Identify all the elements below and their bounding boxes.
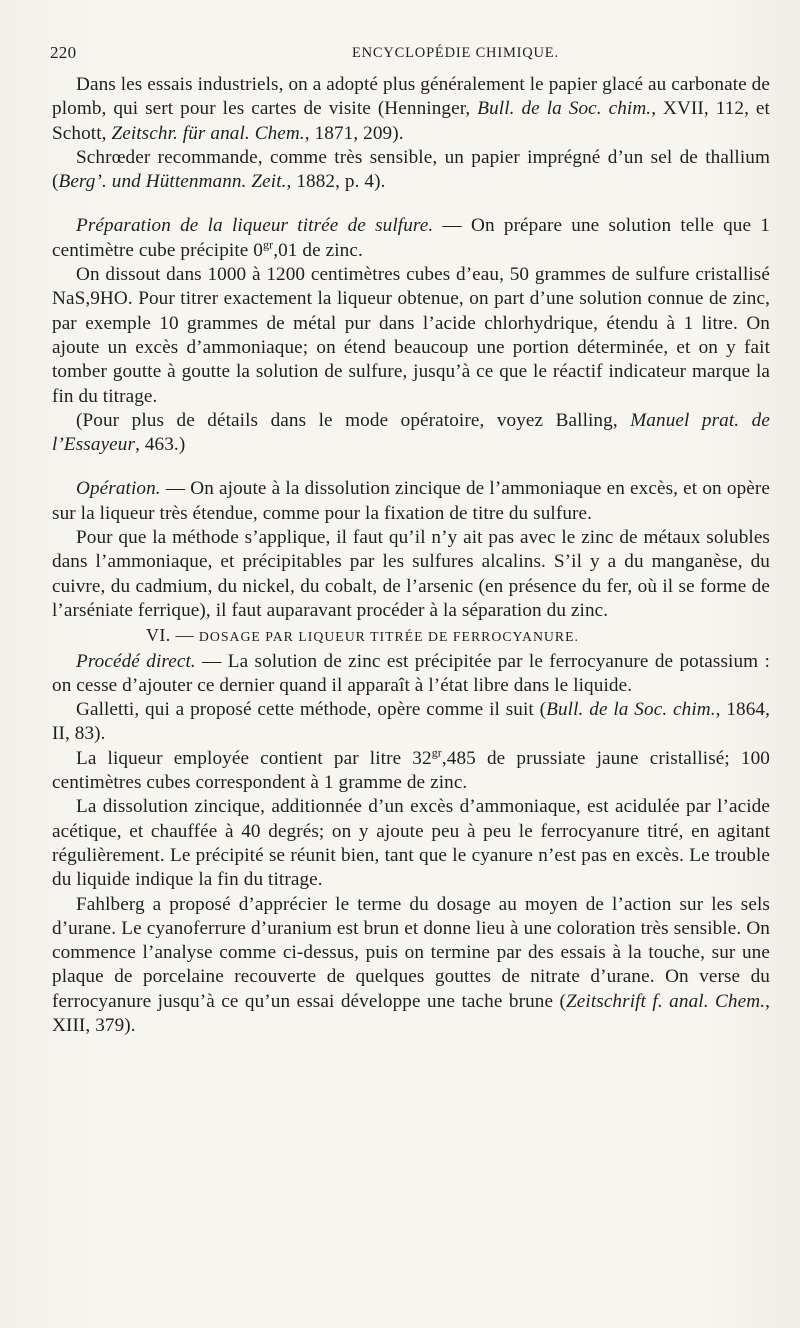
paragraph [52,73,770,146]
citation: Berg’. und Hüttenmann. Zeit. [58,171,287,193]
paragraph-text: , 463.) [135,434,186,456]
paragraph [52,893,770,1039]
paragraph-text: (Pour plus de détails dans le mode opératoire, voyez Balling, [76,409,631,431]
paragraph-text: , XVII, 112, et Schott, [52,98,770,144]
section-heading [52,623,770,649]
running-head: ENCYCLOPÉDIE CHIMIQUE. [352,45,559,61]
paragraph [52,747,770,796]
paragraph-text: — La solution de zinc est précipitée par le ferrocyanure de potassium : on cesse d’ajouter ce dernier quand il apparaît à l’état libre dans le liquide. [52,650,770,696]
superscript: gr [431,745,442,760]
paragraph-text: Pour que la méthode s’applique, il faut qu’il n’y ait pas avec le zinc de métaux solubles dans l’ammoniaque, et précipitables par les sulfures alcalins. S’il y a du manganèse, du cuivre, du cadmium, du nickel, du cobalt, de l’arsenic (en présence du fer, où il se forme de l’arséniate ferrique), il faut auparavant procéder à la séparation du zinc. [52,527,770,621]
paragraph [52,650,770,699]
paragraph-text: , 1871, 209). [304,122,404,144]
paragraph-text: ,01 de zinc. [273,239,363,261]
paragraph-text: La liqueur employée contient par litre 32 [76,747,432,769]
paragraph-text: ,485 de prussiate jaune cristallisé; 100 centimètres cubes correspondent à 1 gramme de zinc. [52,747,770,794]
page-number: 220 [50,43,77,62]
paragraph-text: — On prépare une solution telle que 1 centimètre cube précipite 0 [52,215,770,261]
citation: Bull. de la Soc. chim. [477,98,652,120]
paragraph-text: Fahlberg a proposé d’apprécier le terme du dosage au moyen de l’action sur les sels d’urane. Le cyanoferrure d’uranium est brun et donne lieu à une coloration très sensible. On commence l’analyse comme ci-dessus, puis on termine par des essais à la touche, sur une plaque de porcelaine recouverte de quelques gouttes de nitrate d’urane. On verse du ferrocyanure jusqu’à ce qu’un essai développe une tache brune ( [52,893,770,1012]
superscript: gr [263,237,274,252]
paragraph-title: Préparation de la liqueur titrée de sulfure. [76,215,434,237]
citation: Bull. de la Soc. chim. [546,699,716,721]
paragraph-text: — On ajoute à la dissolution zincique de l’ammoniaque en excès, et on opère sur la liqueur très étendue, comme pour la fixation de titre du sulfure. [52,478,770,524]
paragraph [52,409,770,458]
paragraph [52,526,770,623]
paragraph-text: , XIII, 379). [52,990,770,1036]
paragraph-text: Dans les essais industriels, on a adopté plus généralement le papier glacé au carbonate de plomb, qui sert pour les cartes de visite (Henninger, [52,74,770,120]
paragraph [52,214,770,263]
paragraph [52,146,770,195]
paragraph-text: On dissout dans 1000 à 1200 centimètres cubes d’eau, 50 grammes de sulfure cristallisé NaS,9HO. Pour titrer exactement la liqueur obtenue, on part d’une solution connue de zinc, par exemple 10 grammes de métal pur dans l’acide chlorhydrique, étendu à 1 litre. On ajoute un excès d’ammoniaque; on étend beaucoup une portion déterminée, et on y fait tomber goutte à goutte la solution de sulfure, jusqu’à ce que le réactif indicateur marque la fin du titrage. [52,264,770,407]
section-number: VI. — [146,625,199,646]
citation: Manuel prat. de l’Essayeur [52,409,770,456]
page-header [50,43,740,67]
paragraph [52,795,770,892]
paragraph-text: , 1864, II, 83). [52,699,771,745]
paragraph-text: La dissolution zincique, additionnée d’un excès d’ammoniaque, est acidulée par l’acide acétique, et chauffée à 40 degrés; on y ajoute peu à peu le ferrocyanure titré, en agitant régulièrement. Le précipité se réunit bien, tant que le cyanure n’est pas en excès. Le trouble du liquide indique la fin du titrage. [52,796,770,891]
citation: Zeitschrift f. anal. Chem. [566,990,766,1012]
paragraph-title: Procédé direct. [76,650,196,672]
body-text [52,73,770,1038]
paragraph [52,698,770,747]
paragraph-text: , 1882, p. 4). [286,171,386,193]
paragraph [52,263,770,409]
paragraph-text: Galletti, qui a proposé cette méthode, opère comme il suit ( [76,699,547,721]
citation: Zeitschr. für anal. Chem. [111,122,305,144]
paragraph-title: Opération. [76,478,161,500]
paragraph-text: Schrœder recommande, comme très sensible, un papier imprégné d’un sel de thallium ( [52,146,770,193]
paragraph [52,477,770,526]
section-title: DOSAGE PAR LIQUEUR TITRÉE DE FERROCYANURE. [198,629,579,645]
